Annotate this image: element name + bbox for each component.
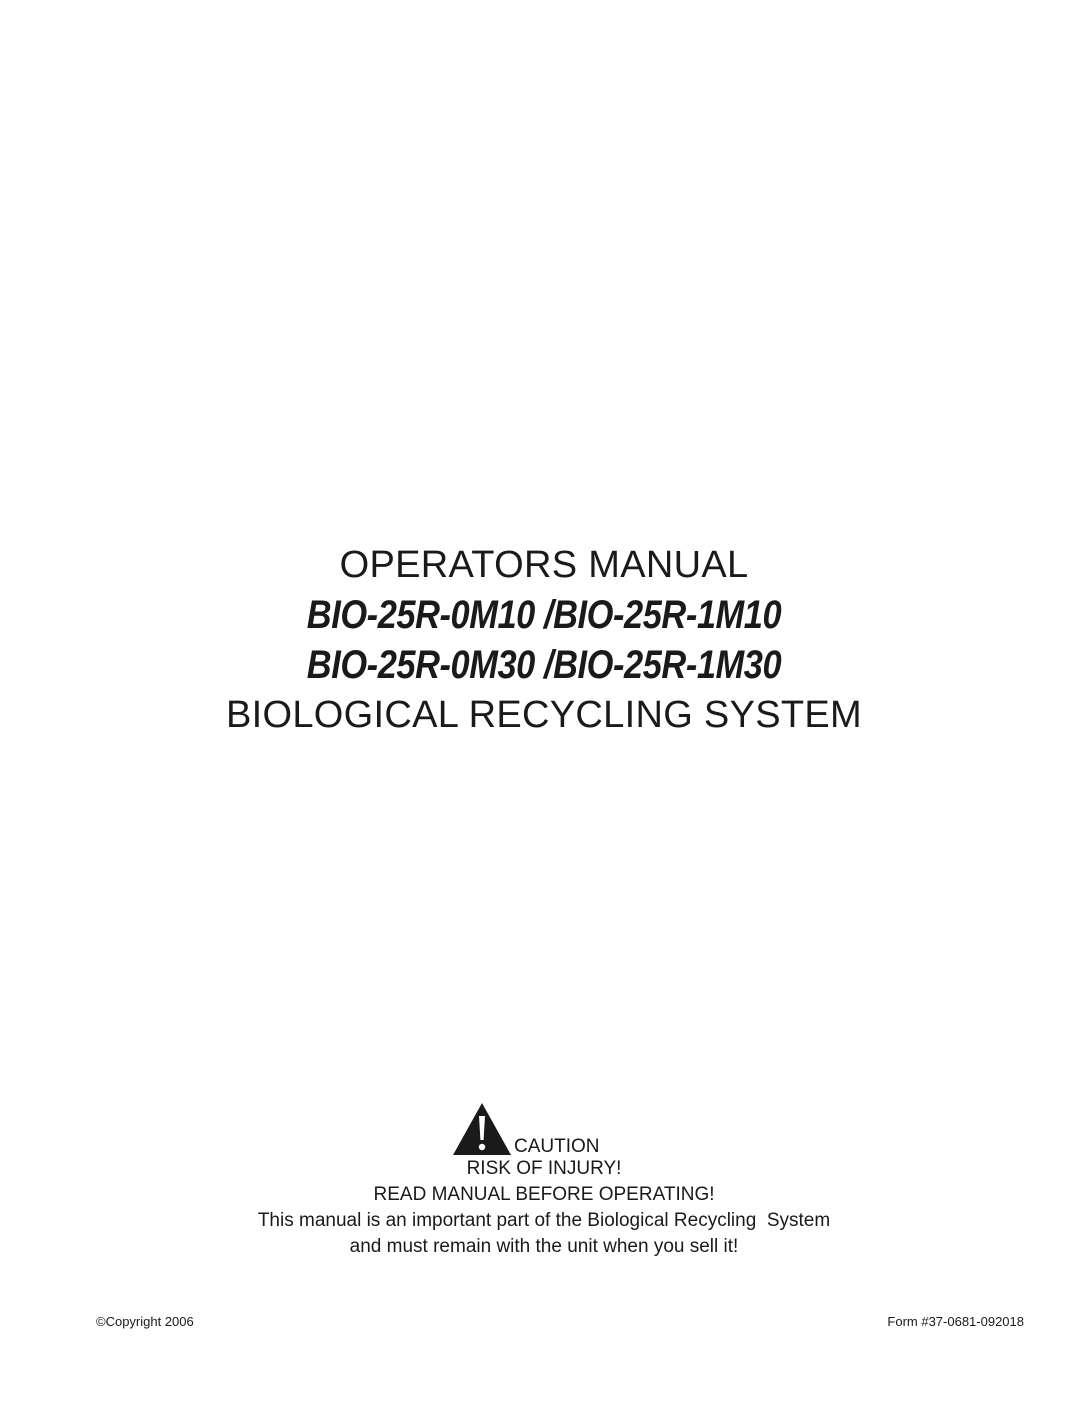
warning-triangle-icon: [452, 1102, 512, 1156]
caution-line-important: This manual is an important part of the Biological Recycling System: [257, 1210, 831, 1231]
caution-header: [0, 1102, 1088, 1156]
title-block: [0, 540, 1088, 740]
form-number: Form #37-0681-092018: [887, 1314, 1024, 1329]
manual-subtitle: BIOLOGICAL RECYCLING SYSTEM: [226, 694, 862, 736]
manual-heading: OPERATORS MANUAL: [339, 544, 749, 586]
caution-line-read-manual: READ MANUAL BEFORE OPERATING!: [373, 1184, 715, 1205]
caution-notice: [0, 1102, 1088, 1260]
copyright-notice: ©Copyright 2006: [96, 1314, 194, 1329]
caution-line-risk: RISK OF INJURY!: [466, 1158, 622, 1179]
caution-line-remain: and must remain with the unit when you sell it!: [349, 1236, 739, 1257]
model-numbers-line-2: BIO-25R-0M30 /BIO-25R-1M30: [306, 643, 782, 687]
model-numbers-line-1: BIO-25R-0M10 /BIO-25R-1M10: [306, 593, 782, 637]
caution-label: CAUTION: [514, 1136, 600, 1157]
